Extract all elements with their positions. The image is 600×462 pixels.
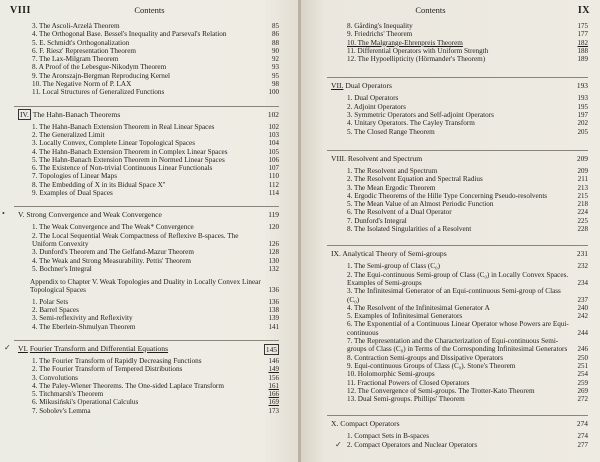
- toc-entry: 6. The Resolvent of a Dual Operator 224: [347, 208, 588, 217]
- toc-entry: 4. The Resolvent of the Infinitesimal Generator A 240: [347, 303, 588, 312]
- toc-entry: 13. Dual Semi-groups. Phillips' Theorem 272: [347, 395, 588, 404]
- toc-entry: 11. Fractional Powers of Closed Operators 259: [347, 378, 588, 387]
- toc-entry: 5. Bochner's Integral 132: [32, 264, 279, 273]
- chapter-page: 209: [576, 153, 588, 163]
- toc-entry: 2. Adjoint Operators 195: [347, 102, 588, 111]
- toc-entry: 2. The Generalized Limit 103: [32, 130, 279, 139]
- chapter-heading: [327, 245, 588, 262]
- toc-entry: 8. Gårding's Inequality 175: [347, 22, 588, 30]
- toc-entry: 4. The Eberlein-Shmulyan Theorem 141: [32, 322, 279, 331]
- toc-entry: 8. The Isolated Singularities of a Resolvent 228: [347, 225, 588, 234]
- toc-entry: 7. The Representation and the Characterization of Equi-continuous Semi-groups of Class (C₀) in Terms of the Corresponding Infinitesimal Generators 246: [347, 337, 588, 354]
- toc-entry: 8. Contraction Semi-groups and Dissipative Operators 250: [347, 353, 588, 362]
- chapter-heading: [327, 77, 588, 94]
- toc-entry: 7. The Lax-Milgram Theorem 92: [32, 55, 279, 64]
- left-page-header: [0, 5, 299, 19]
- chapter-number: IX.: [331, 249, 341, 259]
- toc-entry: 1. Dual Operators 193: [347, 94, 588, 103]
- toc-entry: 1. Polar Sets 136: [32, 297, 279, 306]
- toc-entry: 3. Symmetric Operators and Self-adjoint Operators 197: [347, 111, 588, 120]
- toc-entry: 3. Convolutions 156: [32, 373, 279, 382]
- chapter-page: 119: [268, 210, 279, 220]
- left-page: [0, 0, 299, 462]
- toc-entry: 1. The Fourier Transform of Rapidly Decreasing Functions 146: [32, 356, 279, 365]
- toc-entry: 5. The Hahn-Banach Extension Theorem in Normed Linear Spaces 106: [32, 155, 279, 164]
- check-mark-icon: •: [2, 209, 5, 219]
- chapter-title: The Hahn-Banach Theorems: [32, 109, 121, 119]
- chapter-number: V.: [18, 210, 25, 220]
- toc-entry: 6. Mikusiński's Operational Calculus 169: [32, 398, 279, 407]
- toc-entry: 3. The Mean Ergodic Theorem 213: [347, 183, 588, 192]
- toc-entry: 4. Unitary Operators. The Cayley Transform 202: [347, 119, 588, 128]
- chapter-heading: [327, 150, 588, 167]
- toc-entry: 7. Topologies of Linear Maps 110: [32, 172, 279, 181]
- toc-entry: 4. Ergodic Theorems of the Hille Type Concerning Pseudo-resolvents 215: [347, 191, 588, 200]
- toc-entry: 3. Locally Convex, Complete Linear Topological Spaces 104: [32, 139, 279, 148]
- chapter-heading: [327, 415, 588, 432]
- page-number: VIII: [10, 5, 31, 16]
- chapter-heading: [2, 206, 279, 223]
- toc-entry: 3. The Ascoli-Arzelà Theorem 85: [32, 22, 279, 30]
- toc-entry: 1. The Resolvent and Spectrum 209: [347, 166, 588, 175]
- toc-entry: 10. The Malgrange-Ehrenpreis Theorem 182: [347, 38, 588, 47]
- toc-entry: 12. The Convergence of Semi-groups. The Trotter-Kato Theorem 269: [347, 386, 588, 395]
- toc-entry: 10. Holomorphic Semi-groups 254: [347, 370, 588, 379]
- toc-entry: 1. The Weak Convergence and The Weak* Convergence 120: [32, 223, 279, 232]
- chapter-title: Strong Convergence and Weak Convergence: [26, 210, 162, 220]
- toc-entry: 2. The Local Sequential Weak Compactness of Reflexive B-spaces. The Uniform Convexity 126: [32, 231, 279, 248]
- chapter-page: 102: [267, 109, 279, 119]
- toc-entry: 5. Titchmarsh's Theorem 166: [32, 390, 279, 399]
- toc-entry: 7. Sobolev's Lemma 173: [32, 406, 279, 415]
- chapter-heading: [14, 106, 279, 123]
- toc-entry: 9. Equi-continuous Groups of Class (C₀). Stone's Theorem 251: [347, 361, 588, 370]
- toc-entry: 8. A Proof of the Lebesgue-Nikodym Theorem 93: [32, 63, 279, 72]
- chapter-title: Fourier Transform and Differential Equations: [29, 343, 169, 353]
- chapter-number: X.: [331, 419, 339, 429]
- appendix-heading: Appendix to Chapter V. Weak Topologies and Duality in Locally Convex Linear Topological Spaces 136: [30, 278, 279, 295]
- toc-entry: 6. F. Riesz' Representation Theorem 90: [32, 46, 279, 55]
- toc-entry: 2. The Fourier Transform of Tempered Distributions 149: [32, 365, 279, 374]
- toc-entry: 5. The Mean Value of an Almost Periodic Function 218: [347, 200, 588, 209]
- chapter-number: IV.: [20, 109, 29, 119]
- toc-entry: 4. The Weak and Strong Measurability. Pettis' Theorem 130: [32, 256, 279, 265]
- toc-entry: 11. Local Structures of Generalized Functions 100: [32, 88, 279, 97]
- toc-entry: 5. The Closed Range Theorem 205: [347, 127, 588, 136]
- check-mark-icon: ✓: [4, 342, 11, 352]
- page-number: IX: [577, 5, 590, 16]
- right-page-header: [301, 5, 600, 19]
- toc-entry: 9. The Aronszajn-Bergman Reproducing Kernel 95: [32, 71, 279, 80]
- toc-entry: 2. The Resolvent Equation and Spectral Radius 211: [347, 175, 588, 184]
- running-header: Contents: [134, 5, 165, 15]
- toc-entry: 1. The Semi-group of Class (C₀) 232: [347, 262, 588, 271]
- check-mark-icon: ✓: [335, 439, 342, 449]
- toc-entry: 8. The Embedding of X in its Bidual Space X'' 112: [32, 180, 279, 189]
- toc-entry: 2. Barrel Spaces 138: [32, 306, 279, 315]
- running-header: Contents: [415, 5, 446, 15]
- right-page: [301, 0, 600, 462]
- chapter-title: Compact Operators: [340, 419, 400, 429]
- toc-entry: 3. Dunford's Theorem and The Gelfand-Mazur Theorem 128: [32, 248, 279, 257]
- toc-entry: 5. Examples of Infinitesimal Generators 242: [347, 312, 588, 321]
- chapter-title: Dual Operators: [345, 81, 392, 91]
- toc-entry: 2. The Equi-continuous Semi-group of Class (C₀) in Locally Convex Spaces. Examples of Semi-groups 234: [347, 270, 588, 287]
- toc-entry: 11. Differential Operators with Uniform Strength 188: [347, 46, 588, 55]
- toc-entry: 9. Friedrichs' Theorem 177: [347, 30, 588, 39]
- toc-entry: ✓ 2. Compact Operators and Nuclear Operators 277: [335, 439, 588, 449]
- toc-entry: 3. The Infinitesimal Generator of an Equi-continuous Semi-group of Class (C₀) 237: [347, 287, 588, 304]
- toc-entry: 9. Examples of Dual Spaces 114: [32, 189, 279, 198]
- chapter-page: 274: [576, 419, 588, 429]
- toc-entry: 6. The Exponential of a Continuous Linear Operator whose Powers are Equi-continuous 244: [347, 320, 588, 337]
- chapter-heading: [4, 340, 279, 357]
- toc-entry: 6. The Existence of Non-trivial Continuous Linear Functionals 107: [32, 164, 279, 173]
- toc-entry: 10. The Negative Norm of P. LAX 98: [32, 80, 279, 89]
- toc-entry: 1. The Hahn-Banach Extension Theorem in Real Linear Spaces 102: [32, 122, 279, 131]
- toc-entry: 7. Dunford's Integral 225: [347, 216, 588, 225]
- chapter-title: Resolvent and Spectrum: [347, 153, 423, 163]
- chapter-number: VII.: [331, 81, 344, 91]
- chapter-number: VIII.: [331, 153, 346, 163]
- toc-entry: 4. The Paley-Wiener Theorems. The One-sided Laplace Transform 161: [32, 381, 279, 390]
- chapter-page: 145: [265, 344, 277, 354]
- toc-entry: 3. Semi-reflexivity and Reflexivity 139: [32, 314, 279, 323]
- chapter-title: Analytical Theory of Semi-groups: [342, 249, 447, 259]
- toc-entry: 5. E. Schmidt's Orthogonalization 88: [32, 38, 279, 47]
- toc-left: [0, 22, 299, 415]
- toc-entry: 4. The Hahn-Banach Extension Theorem in Complex Linear Spaces 105: [32, 147, 279, 156]
- toc-entry: 4. The Orthogonal Base. Bessel's Inequality and Parseval's Relation 86: [32, 30, 279, 39]
- chapter-page: 193: [576, 81, 588, 91]
- chapter-page: 231: [576, 249, 588, 259]
- toc-right: [301, 22, 600, 449]
- toc-entry: 1. Compact Sets in B-spaces 274: [347, 432, 588, 441]
- toc-entry: 12. The Hypoellipticity (Hörmander's Theorem) 189: [347, 55, 588, 64]
- chapter-number: VI.: [18, 343, 28, 353]
